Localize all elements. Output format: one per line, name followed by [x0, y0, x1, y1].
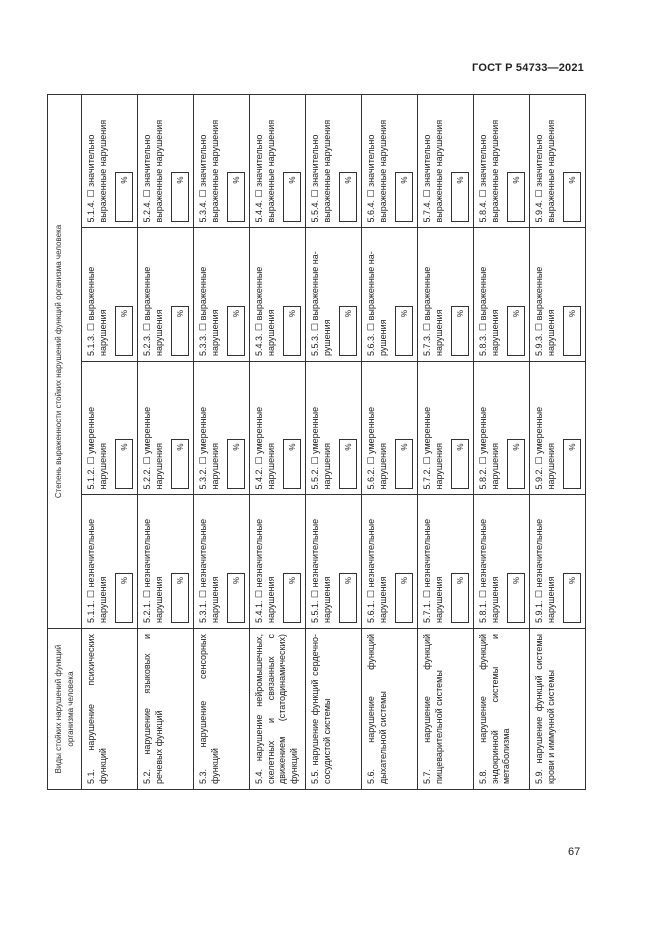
degree-option-cell[interactable] [194, 94, 250, 228]
degree-option-label: 5.3.4. ☐ значительно выраженные нарушения [198, 119, 220, 223]
percent-input-box[interactable] [563, 173, 581, 223]
degree-option-cell[interactable] [530, 362, 586, 496]
table-row [418, 94, 474, 789]
percent-input-box[interactable] [171, 306, 189, 356]
percent-sign: % [344, 176, 353, 184]
impairment-type-cell: 5.4. нарушение нейромышечных, скелетных и связанных с движением (статодинамических) функций [250, 629, 306, 790]
degree-option-label: 5.2.4. ☐ значительно выраженные нарушения [142, 119, 164, 223]
degree-option-label: 5.7.4. ☐ значительно выраженные нарушения [422, 119, 444, 223]
degree-option-label: 5.7.1. ☐ незначительные нарушения [422, 518, 444, 623]
percent-input-box[interactable] [339, 440, 357, 490]
percent-input-box[interactable] [115, 440, 133, 490]
impairment-type-cell: 5.3. нарушение сенсорных функций [194, 629, 250, 790]
assessment-table-frame [47, 95, 577, 790]
percent-input-box[interactable] [563, 306, 581, 356]
degree-option-label: 5.1.4. ☐ значительно выраженные нарушения [86, 119, 108, 223]
degree-option-cell[interactable] [138, 94, 194, 228]
degree-option-label: 5.1.3. ☐ выраженные нарушения [86, 266, 108, 356]
table-row [82, 94, 138, 789]
percent-input-box[interactable] [283, 173, 301, 223]
degree-option-label: 5.3.1. ☐ незначительные нарушения [198, 518, 220, 623]
document-standard-number: ГОСТ Р 54733—2021 [472, 62, 584, 74]
column-header-impairment-degree: Степень выраженности стойких нарушений функций организма человека [48, 94, 82, 628]
percent-input-box[interactable] [227, 306, 245, 356]
degree-option-cell[interactable] [250, 495, 306, 629]
degree-option-cell[interactable] [362, 228, 418, 362]
degree-option-cell[interactable] [362, 94, 418, 228]
degree-option-label: 5.4.1. ☐ незначительные нарушения [254, 518, 276, 623]
percent-sign: % [512, 443, 521, 451]
percent-input-box[interactable] [395, 173, 413, 223]
degree-option-label: 5.5.1. ☐ незначительные нарушения [310, 518, 332, 623]
percent-sign: % [568, 176, 577, 184]
percent-input-box[interactable] [283, 440, 301, 490]
degree-option-label: 5.5.3. ☐ выраженные на-рушения [310, 251, 332, 356]
percent-sign: % [568, 310, 577, 318]
percent-sign: % [456, 310, 465, 318]
percent-input-box[interactable] [507, 573, 525, 623]
percent-sign: % [400, 577, 409, 585]
degree-option-cell[interactable] [306, 94, 362, 228]
degree-option-cell[interactable] [194, 495, 250, 629]
percent-input-box[interactable] [451, 173, 469, 223]
percent-sign: % [288, 577, 297, 585]
column-header-impairment-type: Виды стойких нарушений функций организма человека [48, 629, 82, 790]
percent-input-box[interactable] [171, 440, 189, 490]
percent-sign: % [344, 310, 353, 318]
degree-option-cell[interactable] [82, 94, 138, 228]
degree-option-cell[interactable] [82, 362, 138, 496]
table-row [530, 94, 586, 789]
degree-option-cell[interactable] [530, 228, 586, 362]
percent-input-box[interactable] [451, 573, 469, 623]
percent-sign: % [456, 577, 465, 585]
percent-input-box[interactable] [339, 173, 357, 223]
impairment-degree-table [47, 94, 586, 790]
degree-option-cell[interactable] [138, 495, 194, 629]
percent-input-box[interactable] [283, 573, 301, 623]
impairment-type-cell: 5.1. нарушение психических функций [82, 629, 138, 790]
percent-input-box[interactable] [339, 573, 357, 623]
degree-option-cell[interactable] [418, 362, 474, 496]
percent-sign: % [120, 176, 129, 184]
degree-option-cell[interactable] [250, 228, 306, 362]
percent-input-box[interactable] [395, 573, 413, 623]
degree-option-label: 5.6.1. ☐ незначительные нарушения [366, 518, 388, 623]
degree-option-cell[interactable] [418, 228, 474, 362]
table-row [250, 94, 306, 789]
percent-sign: % [400, 176, 409, 184]
degree-option-cell[interactable] [530, 94, 586, 228]
degree-option-label: 5.5.2. ☐ умеренные нарушения [310, 406, 332, 490]
degree-option-label: 5.8.2. ☐ умеренные нарушения [478, 406, 500, 490]
percent-input-box[interactable] [171, 573, 189, 623]
percent-sign: % [120, 577, 129, 585]
percent-sign: % [568, 577, 577, 585]
percent-sign: % [456, 443, 465, 451]
degree-option-label: 5.3.3. ☐ выраженные нарушения [198, 266, 220, 356]
percent-sign: % [512, 577, 521, 585]
degree-option-label: 5.2.3. ☐ выраженные нарушения [142, 266, 164, 356]
degree-option-cell[interactable] [418, 495, 474, 629]
percent-sign: % [512, 310, 521, 318]
degree-option-label: 5.8.3. ☐ выраженные нарушения [478, 266, 500, 356]
degree-option-label: 5.6.4. ☐ значительно выраженные нарушения [366, 119, 388, 223]
percent-sign: % [232, 310, 241, 318]
percent-input-box[interactable] [115, 306, 133, 356]
percent-input-box[interactable] [283, 306, 301, 356]
impairment-type-cell: 5.7. нарушение функций пищеварительной системы [418, 629, 474, 790]
percent-input-box[interactable] [171, 173, 189, 223]
degree-option-label: 5.9.1. ☐ незначительные нарушения [534, 518, 556, 623]
degree-option-cell[interactable] [82, 495, 138, 629]
degree-option-cell[interactable] [362, 495, 418, 629]
percent-sign: % [232, 577, 241, 585]
degree-option-cell[interactable] [306, 228, 362, 362]
degree-option-cell[interactable] [306, 362, 362, 496]
degree-option-label: 5.7.3. ☐ выраженные нарушения [422, 266, 444, 356]
table-row [306, 94, 362, 789]
degree-option-label: 5.4.3. ☐ выраженные нарушения [254, 266, 276, 356]
percent-input-box[interactable] [395, 306, 413, 356]
percent-sign: % [232, 443, 241, 451]
percent-sign: % [344, 443, 353, 451]
impairment-type-cell: 5.2. нарушение языковых и речевых функций [138, 629, 194, 790]
degree-option-label: 5.6.3. ☐ выраженные на-рушения [366, 251, 388, 356]
percent-input-box[interactable] [227, 573, 245, 623]
percent-input-box[interactable] [115, 173, 133, 223]
degree-option-cell[interactable] [474, 94, 530, 228]
percent-sign: % [176, 577, 185, 585]
percent-input-box[interactable] [395, 440, 413, 490]
degree-option-label: 5.2.2. ☐ умеренные нарушения [142, 406, 164, 490]
degree-option-cell[interactable] [306, 495, 362, 629]
percent-input-box[interactable] [115, 573, 133, 623]
degree-option-cell[interactable] [82, 228, 138, 362]
degree-option-label: 5.2.1. ☐ незначительные нарушения [142, 518, 164, 623]
degree-option-cell[interactable] [474, 495, 530, 629]
percent-sign: % [176, 310, 185, 318]
table-row [138, 94, 194, 789]
degree-option-cell[interactable] [194, 362, 250, 496]
degree-option-label: 5.3.2. ☐ умеренные нарушения [198, 406, 220, 490]
percent-sign: % [344, 577, 353, 585]
percent-input-box[interactable] [563, 440, 581, 490]
degree-option-cell[interactable] [474, 362, 530, 496]
degree-option-cell[interactable] [138, 362, 194, 496]
rotated-table-container [47, 95, 577, 790]
percent-sign: % [456, 176, 465, 184]
degree-option-label: 5.1.2. ☐ умеренные нарушения [86, 406, 108, 490]
percent-sign: % [400, 443, 409, 451]
degree-option-label: 5.7.2. ☐ умеренные нарушения [422, 406, 444, 490]
degree-option-label: 5.8.1. ☐ незначительные нарушения [478, 518, 500, 623]
degree-option-label: 5.8.4. ☐ значительно выраженные нарушения [478, 119, 500, 223]
table-row [362, 94, 418, 789]
percent-sign: % [288, 310, 297, 318]
degree-option-cell[interactable] [530, 495, 586, 629]
page-number: 67 [568, 846, 581, 858]
percent-sign: % [568, 443, 577, 451]
percent-input-box[interactable] [507, 440, 525, 490]
percent-input-box[interactable] [563, 573, 581, 623]
degree-option-cell[interactable] [250, 362, 306, 496]
degree-option-cell[interactable] [194, 228, 250, 362]
degree-option-label: 5.9.3. ☐ выраженные нарушения [534, 266, 556, 356]
percent-input-box[interactable] [451, 306, 469, 356]
degree-option-cell[interactable] [250, 94, 306, 228]
percent-input-box[interactable] [227, 440, 245, 490]
percent-sign: % [120, 310, 129, 318]
percent-sign: % [176, 176, 185, 184]
table-header-row [48, 94, 82, 789]
degree-option-label: 5.4.4. ☐ значительно выраженные нарушения [254, 119, 276, 223]
degree-option-label: 5.6.2. ☐ умеренные нарушения [366, 406, 388, 490]
percent-sign: % [232, 176, 241, 184]
percent-sign: % [176, 443, 185, 451]
table-row [194, 94, 250, 789]
percent-sign: % [120, 443, 129, 451]
percent-sign: % [512, 176, 521, 184]
degree-option-label: 5.4.2. ☐ умеренные нарушения [254, 406, 276, 490]
percent-input-box[interactable] [339, 306, 357, 356]
degree-option-label: 5.9.2. ☐ умеренные нарушения [534, 406, 556, 490]
degree-option-cell[interactable] [474, 228, 530, 362]
percent-input-box[interactable] [507, 306, 525, 356]
percent-sign: % [288, 176, 297, 184]
degree-option-cell[interactable] [362, 362, 418, 496]
impairment-type-cell: 5.5. нарушение функций сердечно-сосудистой системы [306, 629, 362, 790]
percent-input-box[interactable] [451, 440, 469, 490]
percent-sign: % [288, 443, 297, 451]
degree-option-cell[interactable] [138, 228, 194, 362]
impairment-type-cell: 5.9. нарушение функций системы крови и иммунной системы [530, 629, 586, 790]
percent-input-box[interactable] [507, 173, 525, 223]
degree-option-label: 5.9.4. ☐ значительно выраженные нарушения [534, 119, 556, 223]
table-body [82, 94, 586, 789]
table-row [474, 94, 530, 789]
percent-sign: % [400, 310, 409, 318]
degree-option-cell[interactable] [418, 94, 474, 228]
impairment-type-cell: 5.6. нарушение функций дыхательной системы [362, 629, 418, 790]
impairment-type-cell: 5.8. нарушение функций эндокринной системы и метаболизма [474, 629, 530, 790]
degree-option-label: 5.5.4. ☐ значительно выраженные нарушения [310, 119, 332, 223]
percent-input-box[interactable] [227, 173, 245, 223]
degree-option-label: 5.1.1. ☐ незначительные нарушения [86, 518, 108, 623]
